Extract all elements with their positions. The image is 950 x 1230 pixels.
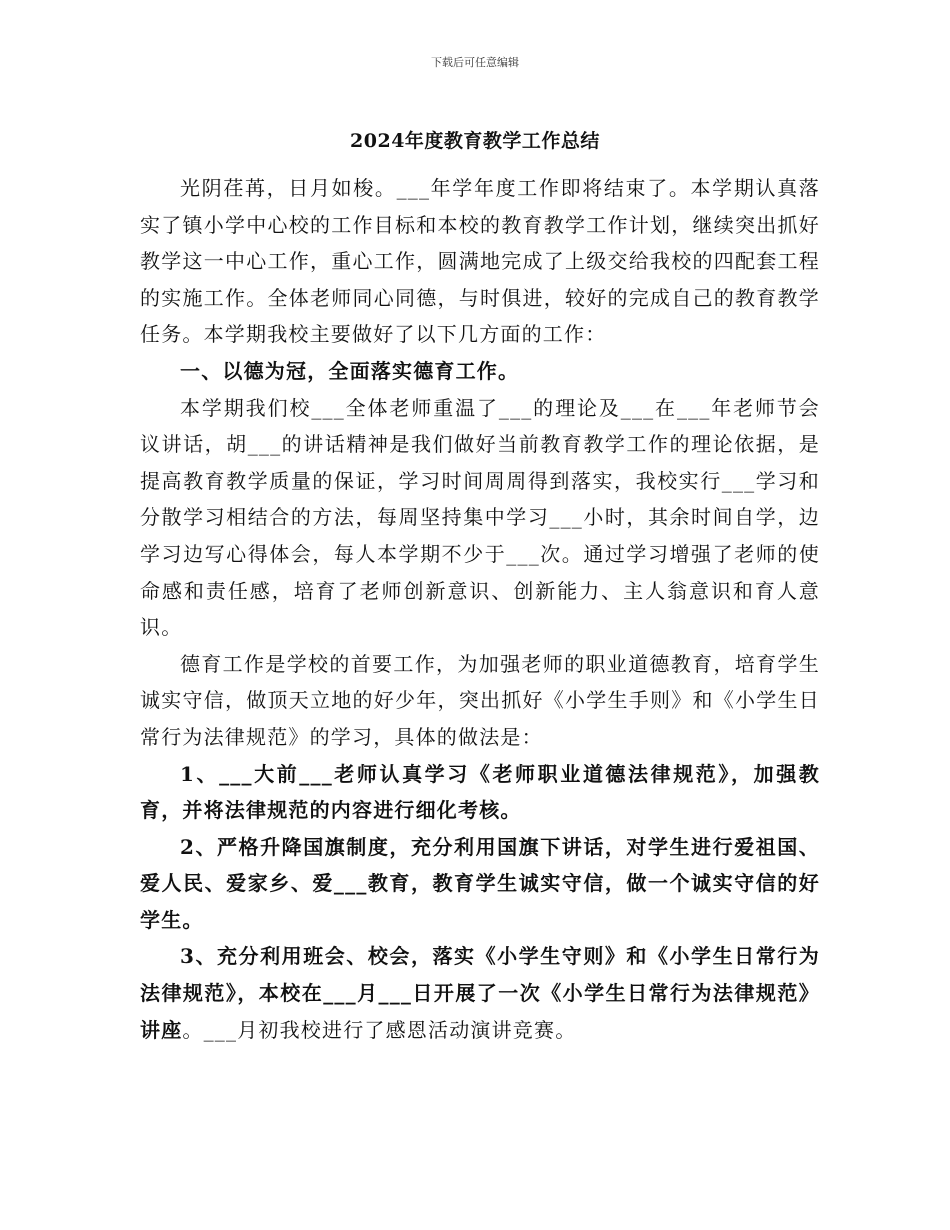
document-body	[140, 170, 820, 1048]
list-item-2: 2、严格升降国旗制度，充分利用国旗下讲话，对学生进行爱祖国、爱人民、爱家乡、爱___教育，教育学生诚实守信，做一个诚实守信的好学生。	[140, 834, 820, 932]
document-title: 2024年度教育教学工作总结	[350, 130, 600, 152]
paragraph-intro: 光阴荏苒，日月如梭。___年学年度工作即将结束了。本学期认真落实了镇小学中心校的工作目标和本校的教育教学工作计划，继续突出抓好教学这一中心工作，重心工作，圆满地完成了上级交给我校的四配套工程的实施工作。全体老师同心同德，与时俱进，较好的完成自己的教育教学任务。本学期我校主要做好了以下几方面的工作：	[140, 176, 820, 347]
list-item-1: 1、___大前___老师认真学习《老师职业道德法律规范》，加强教育，并将法律规范的内容进行细化考核。	[140, 761, 820, 823]
list-item-3-bold: 3、充分利用班会、校会，落实《小学生守则》和《小学生日常行为法律规范》，本校在___月___日开展了一次《小学生日常行为法律规范》讲座	[140, 944, 820, 1042]
paragraph-study: 本学期我们校___全体老师重温了___的理论及___在___年老师节会议讲话，胡___的讲话精神是我们做好当前教育教学工作的理论依据，是提高教育教学质量的保证，学习时间周周得到落实，我校实行___学习和分散学习相结合的方法，每周坚持集中学习___小时，其余时间自学，边学习边写心得体会，每人本学期不少于___次。通过学习增强了老师的使命感和责任感，培育了老师创新意识、创新能力、主人翁意识和育人意识。	[140, 395, 820, 640]
list-item-3	[140, 938, 820, 1048]
header-note: 下载后可任意编辑	[431, 56, 519, 69]
section-heading-moral: 一、以德为冠，全面落实德育工作。	[180, 358, 520, 383]
paragraph-moral-work: 德育工作是学校的首要工作，为加强老师的职业道德教育，培育学生诚实守信，做顶天立地的好少年，突出抓好《小学生手则》和《小学生日常行为法律规范》的学习，具体的做法是：	[140, 651, 820, 749]
list-item-3-normal: 。___月初我校进行了感恩活动演讲竞赛。	[182, 1017, 577, 1042]
